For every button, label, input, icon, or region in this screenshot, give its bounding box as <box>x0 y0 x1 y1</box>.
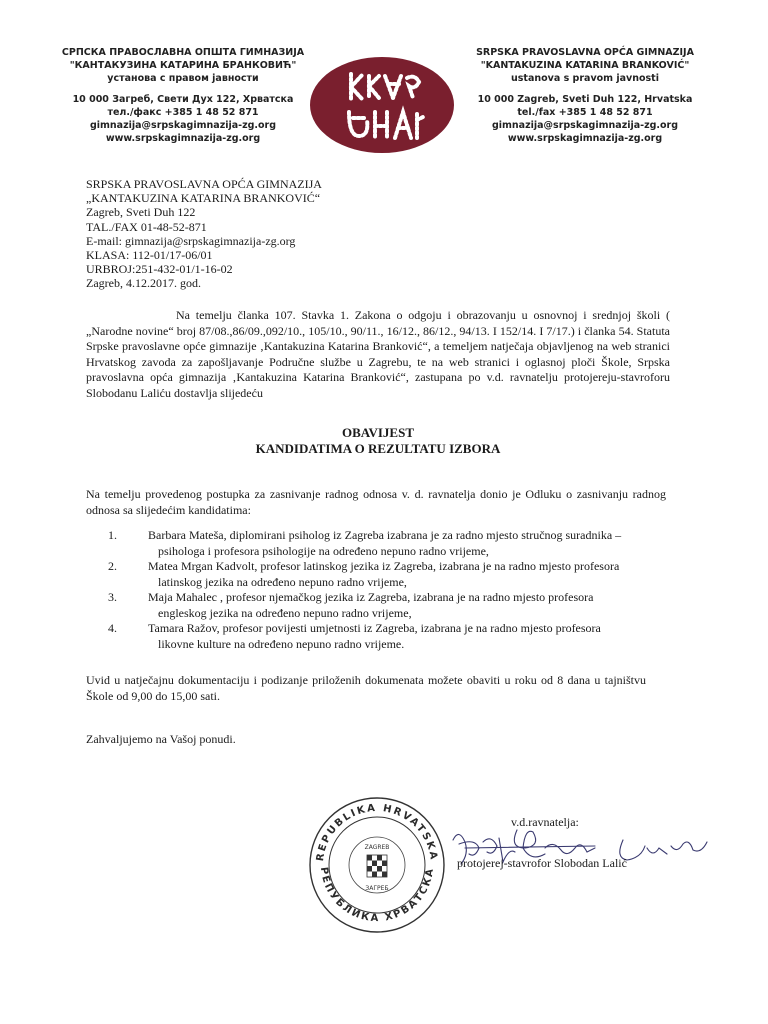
coat-of-arms-icon <box>367 855 387 877</box>
sender-address: Zagreb, Sveti Duh 122 <box>86 205 196 220</box>
lead-text: Na temelju provedenog postupka za zasnivanje radnog odnosa v. d. ravnatelja donio je Odluku o zasnivanju radnog odnosa sa slijedećim kandidatima: <box>86 487 666 517</box>
header-left-status: установа с правом јавности <box>107 73 259 84</box>
intro-paragraph <box>86 308 670 401</box>
list-item <box>108 621 688 652</box>
header-right-website: www.srpskagimnazija-zg.org <box>507 133 663 144</box>
list-item-number: 4. <box>108 621 117 635</box>
notice-title-line2: KANDIDATIMA O REZULTATU IZBORA <box>255 441 501 456</box>
list-item-line2: engleskog jezika na određeno nepuno radno vrijeme, <box>158 605 412 620</box>
list-item-line1: Maja Mahalec , profesor njemačkog jezika iz Zagreba, izabrana je na radno mjesto profesora <box>148 590 594 604</box>
header-left-address: 10 000 Загреб, Свети Дух 122, Хрватска <box>72 94 294 105</box>
thanks-paragraph <box>86 732 646 748</box>
header-left-phone: тел./факс +385 1 48 52 871 <box>107 107 259 118</box>
notice-title <box>86 425 670 457</box>
thanks-text: Zahvaljujemo na Vašoj ponudi. <box>86 732 236 746</box>
list-item <box>108 590 688 621</box>
list-item-line1: Matea Mrgan Kadvolt, profesor latinskog jezika iz Zagreba, izabrana je na radno mjesto profesora <box>148 559 620 573</box>
header-right-status: ustanova s pravom javnosti <box>511 73 659 84</box>
official-stamp-icon <box>307 795 447 935</box>
sender-block <box>86 177 322 291</box>
list-item-number: 2. <box>108 559 117 573</box>
list-item-number: 3. <box>108 590 117 604</box>
header-left-website: www.srpskagimnazija-zg.org <box>105 133 261 144</box>
sender-email: E-mail: gimnazija@srpskagimnazija-zg.org <box>86 233 296 248</box>
header-right-email: gimnazija@srpskagimnazija-zg.org <box>491 120 679 131</box>
list-item-line1: Tamara Ražov, profesor povijesti umjetnosti iz Zagreba, izabrana je na radno mjesto profesora <box>148 621 601 635</box>
sender-school-name: SRPSKA PRAVOSLAVNA OPĆA GIMNAZIJA <box>86 177 322 191</box>
header-right <box>460 46 710 145</box>
header-right-phone: tel./fax +385 1 48 52 871 <box>517 107 653 118</box>
sender-klasa: KLASA: 112-01/17-06/01 <box>86 248 213 263</box>
list-item-line1: Barbara Mateša, diplomirani psiholog iz Zagreba izabrana je za radno mjesto stručnog suradnika – <box>148 528 622 542</box>
list-item-number: 1. <box>108 528 117 542</box>
header-right-school-name: SRPSKA PRAVOSLAVNA OPĆA GIMNAZIJA <box>476 47 694 58</box>
school-logo-icon <box>309 56 455 154</box>
signature-title: v.d.ravnatelja: <box>511 815 579 829</box>
sender-school-title: „KANTAKUZINA KATARINA BRANKOVIĆ“ <box>86 191 321 206</box>
header-left-school-title: "КАНТАКУЗИНА КАТАРИНА БРАНКОВИЋ" <box>69 60 297 71</box>
stamp-city-cyrillic: ЗАГРЕБ <box>365 885 389 892</box>
list-item-line2: latinskog jezika na određeno nepuno radno vrijeme, <box>158 574 407 589</box>
sender-urbroj: URBROJ:251-432-01/1-16-02 <box>86 262 233 277</box>
header-left <box>58 46 308 145</box>
list-item <box>108 528 688 559</box>
candidate-list <box>108 528 688 652</box>
inspection-text: Uvid u natječajnu dokumentaciju i podizanje priloženih dokumenata možete obaviti u roku od 8 dana u tajništvu Škole od 9,00 do 15,00 sati. <box>86 673 646 703</box>
header-left-school-name: СРПСКА ПРАВОСЛАВНА ОПШТА ГИМНАЗИЈА <box>61 47 305 58</box>
stamp-outer-top: REPUBLIKA HRVATSKA <box>314 802 440 862</box>
header-right-address: 10 000 Zagreb, Sveti Duh 122, Hrvatska <box>477 94 693 105</box>
signatory-name: protojerej-stavrofor Slobodan Lalić <box>457 856 627 870</box>
sender-date: Zagreb, 4.12.2017. god. <box>86 276 201 291</box>
list-item <box>108 559 688 590</box>
intro-text: Na temelju članka 107. Stavka 1. Zakona o odgoju i obrazovanju u osnovnoj i srednjoj školi ( „Narodne novine“ broj 87/08.,86/09.,092/10., 105/10., 90/11., 16/12., 86/12., 94/13. I 152/14. I 7/17.) i članka 54. Statuta Srpske pravoslavne opće gimnazije ‚Kantakuzina Katarina Branković“, a temeljem natječaja objavljenog na web stranici Hrvatskog zavoda za zapošljavanje Područne službe u Zagrebu, te na web stranici i oglasnoj ploči Škole, Srpska pravoslavna opća gimnazija ‚Kantakuzina Katarina Branković“, zastupana po v.d. ravnatelju protojereju-stavroforu Slobodanu Laliću dostavlja slijedeću <box>86 308 670 400</box>
header-right-school-title: "KANTAKUZINA KATARINA BRANKOVIĆ" <box>480 60 690 71</box>
sender-phone: TAL./FAX 01-48-52-871 <box>86 219 207 234</box>
lead-paragraph <box>86 487 666 518</box>
notice-title-line1: OBAVIJEST <box>341 425 414 440</box>
header-left-email: gimnazija@srpskagimnazija-zg.org <box>89 120 277 131</box>
list-item-line2: likovne kulture na određeno nepuno radno vrijeme. <box>158 636 405 651</box>
list-item-line2: psihologa i profesora psihologije na određeno nepuno radno vrijeme, <box>158 543 489 558</box>
inspection-paragraph <box>86 673 646 704</box>
stamp-city-latin: ZAGREB <box>364 844 390 851</box>
stamp-outer-bottom: РЕПУБЛИКА ХРВАТСКА <box>317 866 437 925</box>
